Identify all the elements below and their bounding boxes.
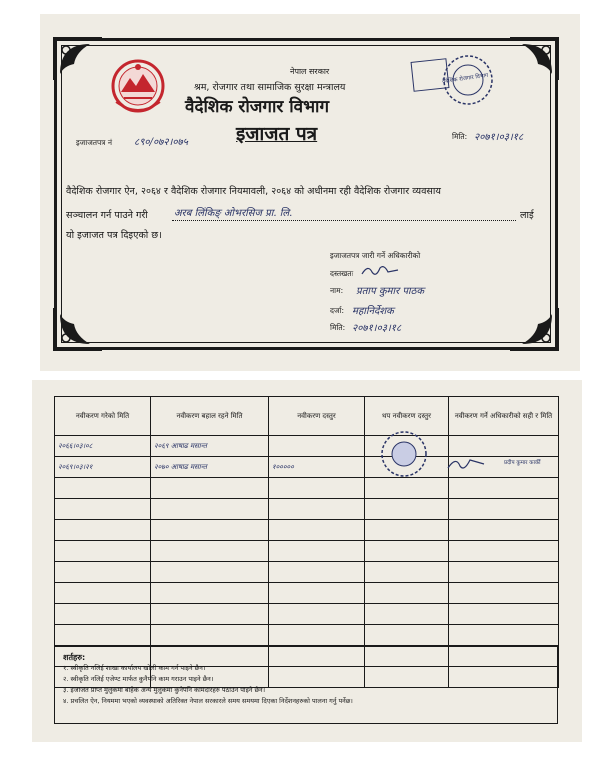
ornament-corner-icon	[506, 34, 562, 84]
body-text-line2-prefix: सञ्चालन गर्न पाउने गरी	[66, 210, 148, 221]
issue-date-label: मिति:	[330, 323, 346, 332]
table-cell	[55, 541, 151, 562]
table-cell	[55, 520, 151, 541]
table-cell: १०००००	[269, 457, 365, 478]
table-cell	[449, 562, 559, 583]
ornament-corner-icon	[50, 34, 106, 84]
table-cell	[449, 499, 559, 520]
name-value: प्रताप कुमार पाठक	[356, 286, 425, 297]
table-row	[55, 604, 559, 625]
license-number-label: इजाजतपत्र नं	[76, 138, 112, 147]
terms-box	[54, 646, 558, 724]
government-name: नेपाल सरकार	[290, 67, 330, 76]
terms-heading: शर्तहरु:	[63, 653, 86, 662]
table-cell	[151, 625, 269, 646]
table-row	[55, 562, 559, 583]
issue-date-value: २०७१।०३।१८	[352, 323, 402, 334]
table-cell	[269, 478, 365, 499]
table-cell	[269, 499, 365, 520]
table-cell	[269, 583, 365, 604]
ornament-corner-icon	[506, 304, 562, 354]
table-row	[55, 499, 559, 520]
table-cell	[55, 604, 151, 625]
table-cell	[55, 625, 151, 646]
signature-label: दस्तखतः	[330, 269, 354, 278]
table-cell	[269, 625, 365, 646]
table-row	[55, 541, 559, 562]
body-text-line2-suffix: लाई	[520, 210, 534, 221]
table-cell	[151, 478, 269, 499]
terms-item: ३. इजाजत प्राप्त मुलुकमा बाहेक अन्य मुलुकमा कुनैपनि कामदारहरु पठाउन पाइने छैन।	[63, 686, 266, 694]
renewal-signature-icon	[446, 454, 486, 472]
renewal-stamp-text: प्रदीप कुमार कार्की	[504, 460, 541, 466]
company-name: अरब लिंकिङ् ओभरसिज प्रा. लि.	[174, 208, 293, 219]
table-cell	[269, 562, 365, 583]
ornament-corner-icon	[50, 304, 106, 354]
terms-item: ४. प्रचलित ऐन, नियममा भएको व्यवस्थाको अतिरिक्त नेपाल सरकारले समय समयमा दिएका निर्देशनहरुको पालना गर्नु पर्नेछ।	[63, 697, 353, 705]
table-row	[55, 520, 559, 541]
table-cell	[449, 541, 559, 562]
body-text-line1: वैदेशिक रोजगार ऐन, २०६४ र वैदेशिक रोजगार नियमावली, २०६४ को अधीनमा रही वैदेशिक रोजगार व्यवसाय	[66, 186, 441, 197]
table-cell	[365, 478, 449, 499]
column-header: नवीकरण बहाल रहने मिति	[151, 397, 269, 436]
table-row	[55, 625, 559, 646]
date-label: मिति:	[452, 132, 468, 141]
table-cell	[151, 562, 269, 583]
license-certificate	[40, 14, 580, 371]
table-cell	[449, 478, 559, 499]
department-name: वैदेशिक रोजगार विभाग	[185, 97, 330, 117]
table-cell	[365, 604, 449, 625]
table-cell	[151, 583, 269, 604]
table-cell	[55, 499, 151, 520]
table-cell	[269, 436, 365, 457]
table-cell	[269, 541, 365, 562]
table-cell	[55, 583, 151, 604]
table-cell	[55, 478, 151, 499]
body-text-line3: यो इजाजत पत्र दिइएको छ।	[66, 230, 162, 241]
table-cell	[151, 604, 269, 625]
table-cell	[55, 562, 151, 583]
table-cell	[449, 625, 559, 646]
table-cell	[365, 499, 449, 520]
renewal-record-sheet	[32, 380, 582, 742]
table-cell	[365, 541, 449, 562]
name-label: नाम:	[330, 286, 344, 295]
column-header: नवीकरण गर्ने अधिकारीको सही र मिति	[449, 397, 559, 436]
terms-item: २. स्वीकृति नलिई एजेण्ट मार्फत कुनैपनि काम गराउन पाइने छैन।	[63, 675, 214, 683]
column-header: थप नवीकरण दस्तुर	[365, 397, 449, 436]
table-cell	[365, 625, 449, 646]
table-cell	[151, 541, 269, 562]
table-cell: २०६९।०३।२१	[55, 457, 151, 478]
table-cell	[269, 520, 365, 541]
issuer-heading: इजाजतपत्र जारी गर्ने अधिकारीको	[330, 251, 421, 260]
table-row	[55, 478, 559, 499]
table-cell	[449, 520, 559, 541]
stamp-text: वैदेशिक रोजगार विभाग	[441, 72, 489, 86]
table-cell	[365, 583, 449, 604]
table-cell	[269, 604, 365, 625]
table-row	[55, 583, 559, 604]
table-cell	[449, 583, 559, 604]
table-cell	[365, 562, 449, 583]
column-header: नवीकरण दस्तुर	[269, 397, 365, 436]
rank-value: महानिर्देशक	[352, 306, 394, 317]
table-cell	[365, 520, 449, 541]
company-name-underline	[172, 220, 516, 221]
table-cell: २०६९ आषाढ मसान्त	[151, 436, 269, 457]
rank-label: दर्जा:	[330, 306, 345, 315]
date-value: २०७१।०३।१८	[474, 132, 524, 143]
license-number-value: ८९०/०७२।०७५	[134, 137, 188, 148]
table-cell	[449, 604, 559, 625]
certificate-title: इजाजत पत्र	[236, 123, 318, 145]
official-signature-icon	[360, 262, 400, 278]
ministry-name: श्रम, रोजगार तथा सामाजिक सुरक्षा मन्त्रालय	[194, 82, 346, 93]
renewal-stamp-icon	[378, 428, 430, 480]
table-cell: २०७० आषाढ मसान्त	[151, 457, 269, 478]
table-cell	[151, 499, 269, 520]
renewal-table	[54, 396, 559, 688]
table-header-row	[55, 397, 559, 436]
column-header: नवीकरण गरेको मिति	[55, 397, 151, 436]
nepal-emblem-icon	[108, 58, 168, 114]
terms-item: १. स्वीकृति नलिई शाखा कार्यालय खोली काम गर्न पाइने छैन।	[63, 664, 206, 672]
table-cell	[151, 520, 269, 541]
table-cell: २०६६।०३।०८	[55, 436, 151, 457]
